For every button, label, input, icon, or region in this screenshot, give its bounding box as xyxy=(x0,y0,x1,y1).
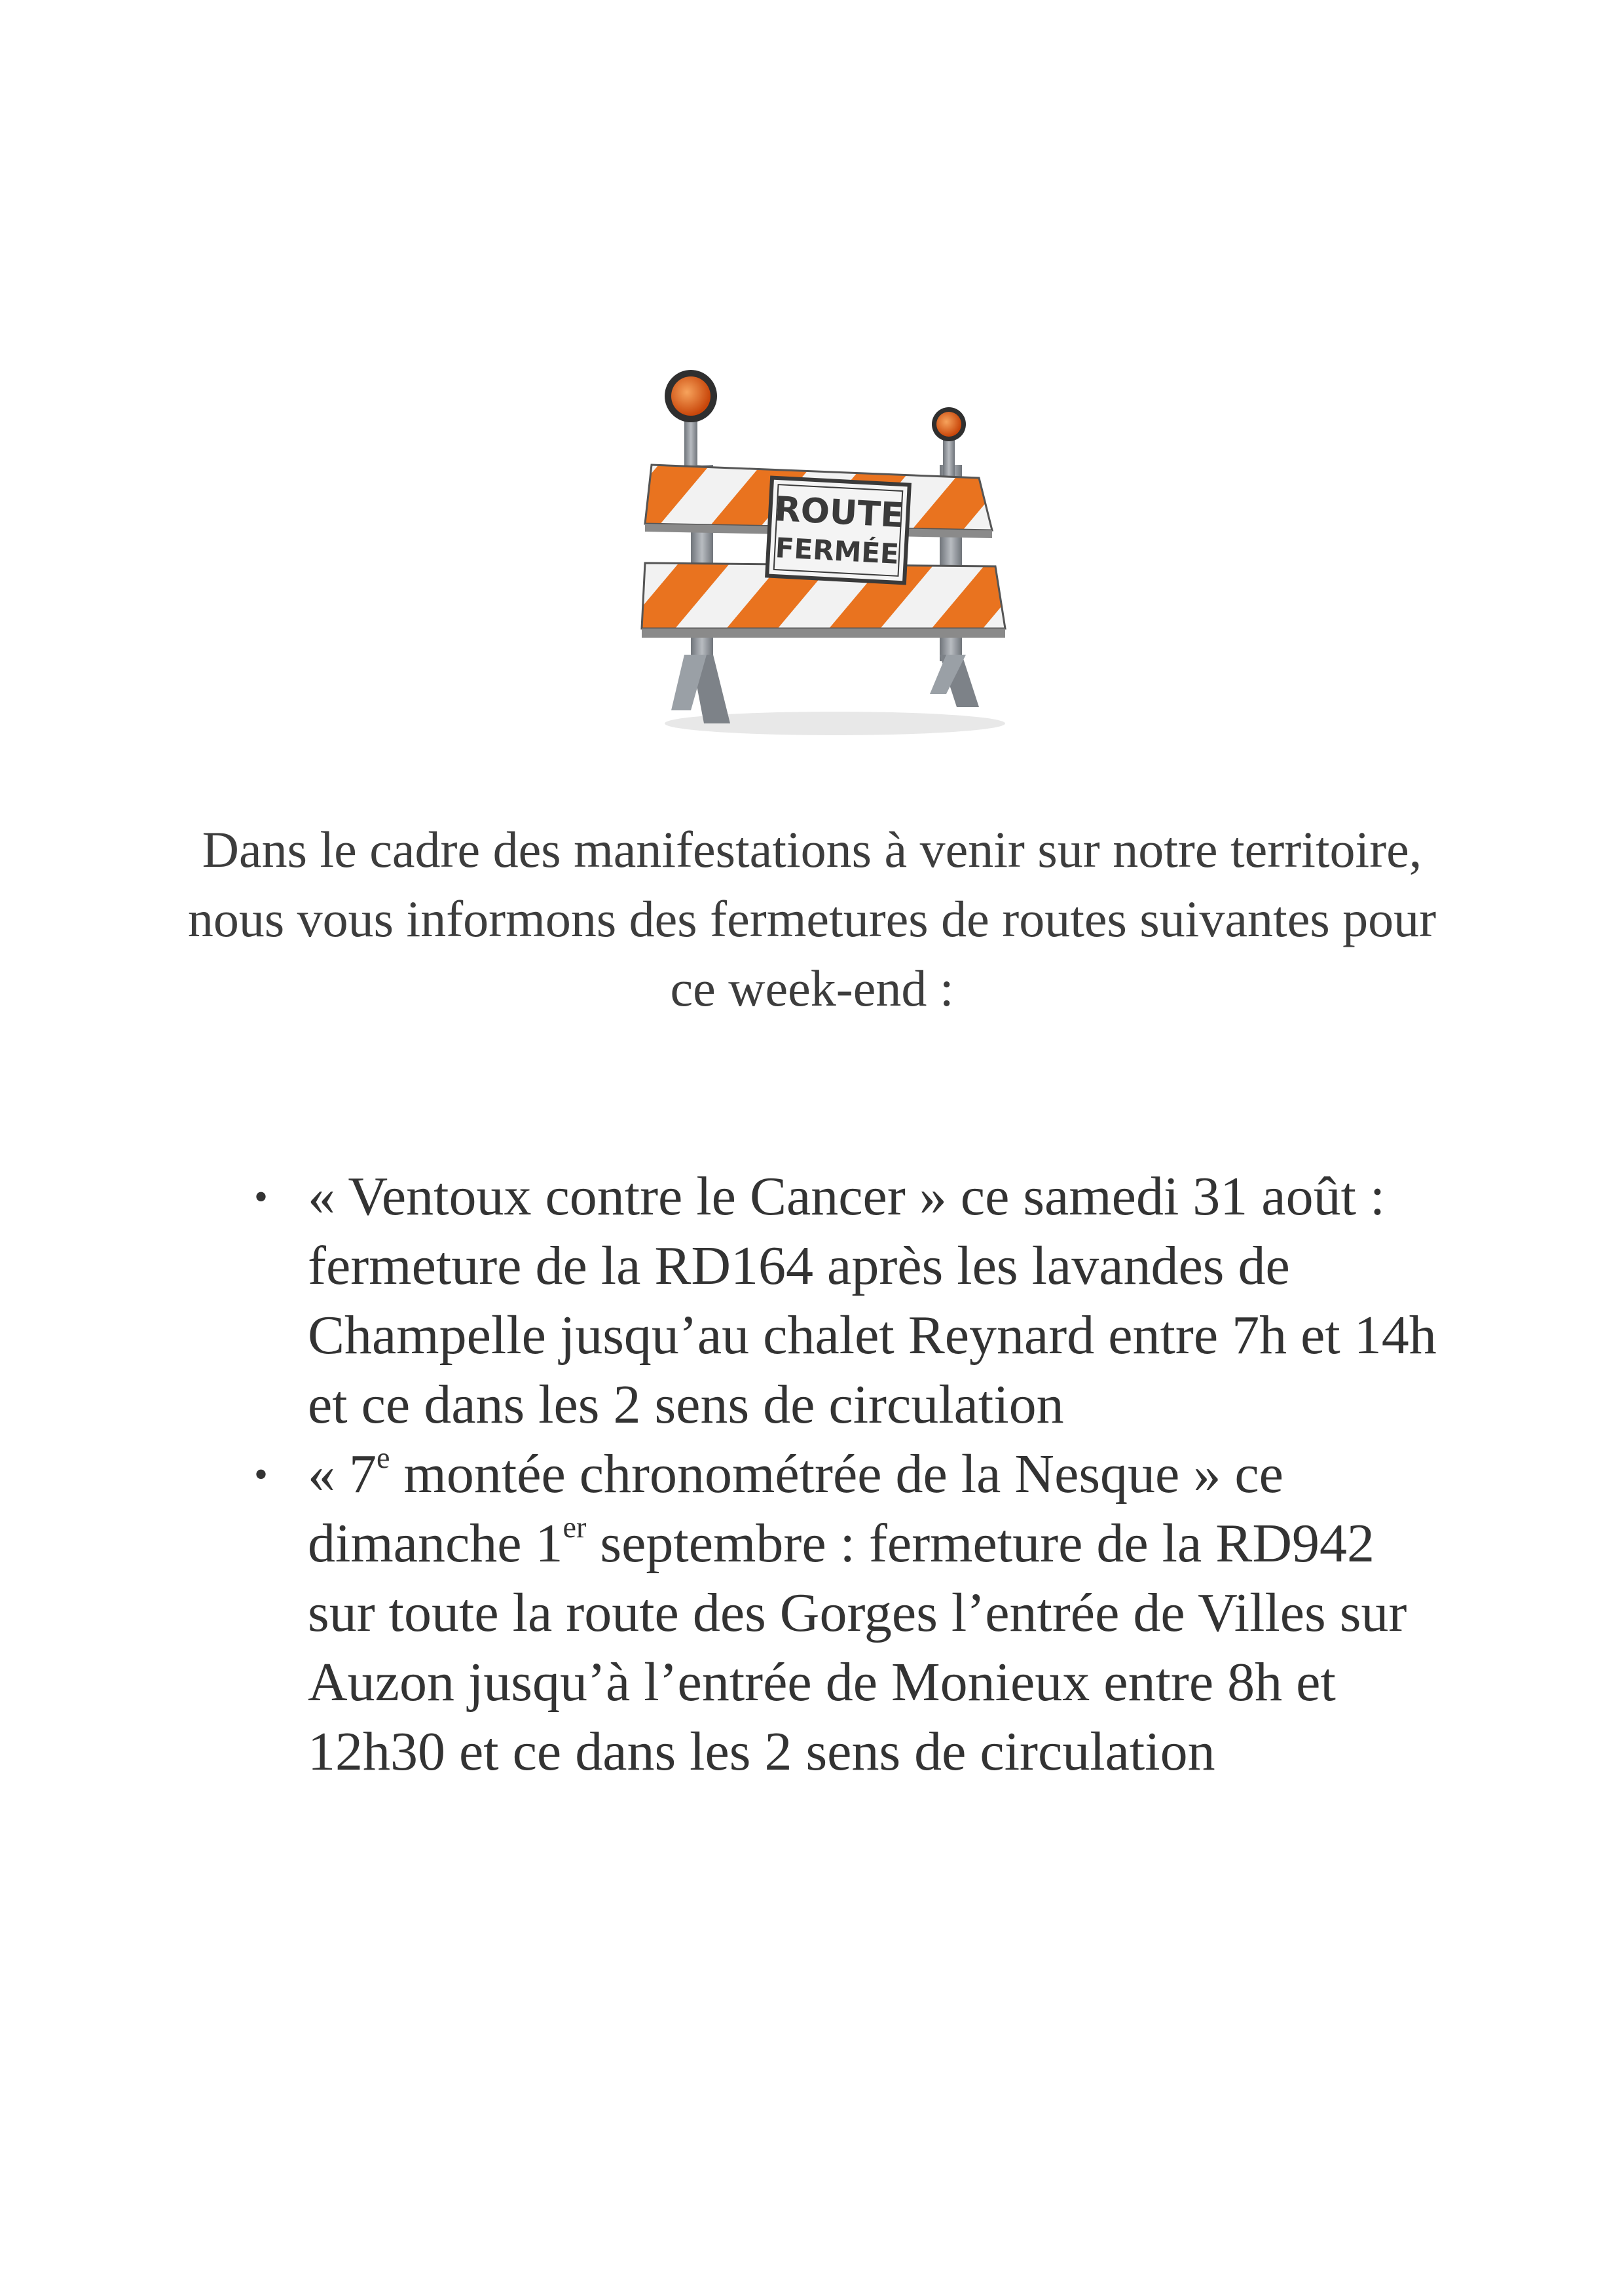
ordinal-suffix-seventh: e xyxy=(377,1441,390,1475)
bullet-icon: • xyxy=(254,1453,268,1496)
closure-item-ventoux xyxy=(236,1162,1441,1440)
closure-list xyxy=(236,1162,1441,1787)
closure-text-nesque-end: septembre : fermeture de la RD942 sur toute la route des Gorges l’entrée de Villes sur Auzon jusqu’à l’entrée de Monieux entre 8h et 12h30 et ce dans les 2 sens de circulation xyxy=(308,1513,1407,1782)
closure-text-ventoux: « Ventoux contre le Cancer » ce samedi 31 août : fermeture de la RD164 après les lavandes de Champelle jusqu’au chalet Reynard entre 7h et 14h et ce dans les 2 sens de circulation xyxy=(308,1166,1437,1435)
sign-line-2: FERMÉE xyxy=(774,532,900,570)
closure-item-nesque xyxy=(236,1440,1441,1787)
barrier-icon xyxy=(638,367,1018,746)
bullet-icon: • xyxy=(254,1175,268,1218)
sign-line-1: ROUTE xyxy=(773,489,905,536)
closure-text-nesque-start: « 7 xyxy=(308,1444,377,1504)
intro-paragraph: Dans le cadre des manifestations à venir sur notre territoire, nous vous informons des fermetures de routes suivantes pour ce week-end : xyxy=(187,821,1437,1017)
road-closed-barrier-illustration xyxy=(638,367,1018,746)
ordinal-suffix-first: er xyxy=(563,1510,587,1544)
closure-text-nesque-middle: montée chronométrée de la Nesque » ce dimanche 1 xyxy=(308,1444,1283,1574)
